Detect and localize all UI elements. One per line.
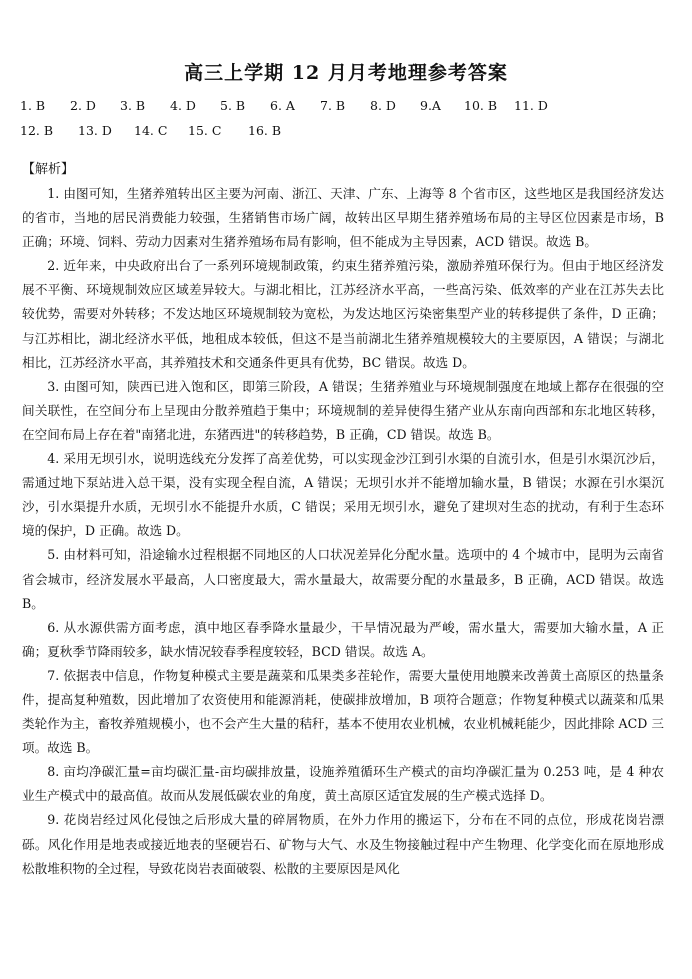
analysis-paragraph-1: 1. 由图可知，生猪养殖转出区主要为河南、浙江、天津、广东、上海等 8 个省市区，这些地区是我国经济发达的省市，当地的居民消费能力较强，生猪销售市场广阔，故转出区早期生猪养殖场布局的主导区位因素是市场，B 正确；环境、饲料、劳动力因素对生猪养殖场布局有影响，但不能成为主导因素，ACD 错误。故选 B。: [22, 186, 664, 250]
analysis-header: 【解析】: [22, 162, 75, 177]
analysis-paragraph-9: 9. 花岗岩经过风化侵蚀之后形成大量的碎屑物质，在外力作用的搬运下，分布在不同的点位，形成花岗岩漂砾。风化作用是地表或接近地表的坚硬岩石、矿物与大气、水及生物接触过程中产生物理、化学变化而在原地形成松散堆积物的全过程，导致花岗岩表面破裂、松散的主要原因是风化: [22, 812, 664, 876]
answer-item: 13. D: [78, 123, 112, 138]
answer-item: 1. B: [20, 98, 46, 113]
answer-item: 7. B: [320, 98, 346, 113]
answer-key: [20, 93, 670, 143]
analysis-paragraph-3: 3. 由图可知，陕西已进入饱和区，即第三阶段，A 错误；生猪养殖业与环境规制强度在地域上都存在很强的空间关联性，在空间分布上呈现由分散养殖趋于集中；环境规制的差异使得生猪产业从东南向西部和东北地区转移，在空间布局上存在着"南猪北进，东猪西进"的转移趋势，B 正确，CD 错误。故选 B。: [22, 378, 664, 442]
analysis-paragraph-5: 5. 由材料可知，沿途输水过程根据不同地区的人口状况差异化分配水量。选项中的 4 个城市中，昆明为云南省省会城市，经济发展水平最高，人口密度最大，需水量最大，故需要分配的水量最多，B 正确，ACD 错误。故选 B。: [22, 547, 664, 611]
analysis-paragraph-2: 2. 近年来，中央政府出台了一系列环境规制政策，约束生猪养殖污染，激励养殖环保行为。但由于地区经济发展不平衡、环境规制效应区域差异较大。与湖北相比，江苏经济水平高，一些高污染、低效率的产业在江苏失去比较优势，需要对外转移；不发达地区环境规制较为宽松，为发达地区污染密集型产业的转移提供了条件，D 正确；与江苏相比，湖北经济水平低，地租成本较低，但这不是当前湖北生猪养殖规模较大的主要原因，A 错误；与湖北相比，江苏经济水平高，其养殖技术和交通条件更具有优势，BC 错误。故选 D。: [22, 258, 664, 370]
answer-item: 15. C: [188, 123, 222, 138]
answer-item: 12. B: [20, 123, 54, 138]
answer-item: 4. D: [170, 98, 196, 113]
analysis-body: [22, 182, 664, 881]
answer-item: 14. C: [134, 123, 168, 138]
answer-item: 6. A: [270, 98, 295, 113]
answer-item: 10. B: [464, 98, 498, 113]
analysis-paragraph-8: 8. 亩均净碳汇量=亩均碳汇量-亩均碳排放量，设施养殖循环生产模式的亩均净碳汇量为 0.253 吨，是 4 种农业生产模式中的最高值。故而从发展低碳农业的角度，黄土高原区适宜发展的生产模式选择 D。: [22, 764, 664, 804]
answer-item: 5. B: [220, 98, 246, 113]
answer-item: 16. B: [248, 123, 282, 138]
answer-item: 2. D: [70, 98, 96, 113]
answer-key-row-2: [20, 118, 670, 143]
document-title: 高三上学期 12 月月考地理参考答案: [184, 62, 508, 84]
answer-item: 11. D: [514, 98, 548, 113]
analysis-paragraph-7: 7. 依据表中信息，作物复种模式主要是蔬菜和瓜果类多茬轮作，需要大量使用地膜来改善黄土高原区的热量条件，提高复种殖数，因此增加了农资使用和能源消耗，使碳排放增加，B 项符合题意；作物复种模式以蔬菜和瓜果类轮作为主，畜牧养殖规模小，也不会产生大量的秸秆，基本不使用农业机械，农业机械耗能少，因此排除 ACD 三项。故选 B。: [22, 667, 664, 756]
analysis-paragraph-6: 6. 从水源供需方面考虑，滇中地区春季降水量最少，干旱情况最为严峻，需水量大，需要加大输水量，A 正确；夏秋季节降雨较多，缺水情况较春季程度较轻，BCD 错误。故选 A。: [22, 619, 664, 659]
analysis-paragraph-4: 4. 采用无坝引水，说明选线充分发挥了高差优势，可以实现金沙江到引水渠的自流引水，但是引水渠沉沙后，需通过地下泵站进入总干渠，没有实现全程自流，A 错误；无坝引水并不能增加输水量，B 错误；水源在引水渠沉沙，引水渠提升水质，无坝引水不能提升水质，C 错误；采用无坝引水，避免了建坝对生态的扰动，有利于生态环境的保护，D 正确。故选 D。: [22, 451, 664, 539]
answer-item: 3. B: [120, 98, 146, 113]
answer-item: 8. D: [370, 98, 396, 113]
answer-key-row-1: [20, 93, 670, 118]
answer-item: 9.A: [420, 98, 441, 113]
